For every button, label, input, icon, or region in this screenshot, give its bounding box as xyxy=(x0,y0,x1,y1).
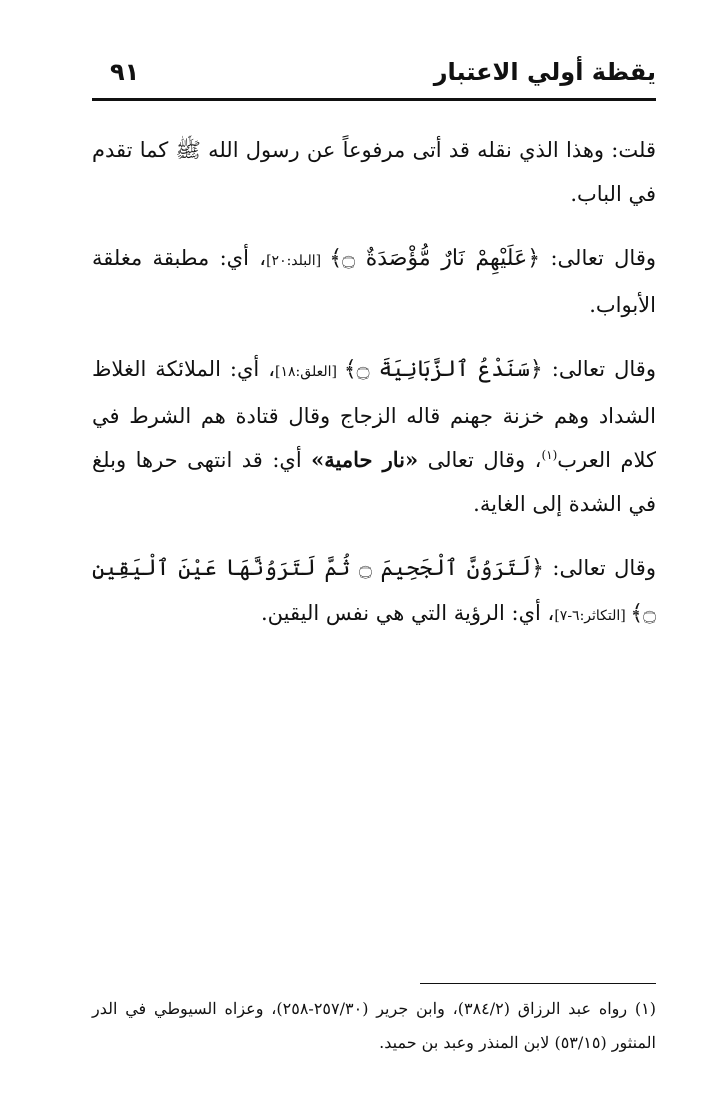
paragraph-3-intro: وقال تعالى: xyxy=(542,357,656,381)
page-number: ٩١ xyxy=(110,58,140,86)
paragraph-2-intro: وقال تعالى: xyxy=(540,246,657,270)
paragraph-3-rest-3: أي: قد انتهى حرها وبلغ في الشدة إلى الغاية. xyxy=(92,448,656,516)
paragraph-3-rest: ، أي: الملائكة الغلاظ الشداد وهم خزنة جهنم قاله الزجاج وقال قتادة هم الشرط في كلام العرب xyxy=(92,357,657,472)
quran-verse: ﴿عَلَيْهِمْ نَارٌ مُّؤْصَدَةٌ ۝﴾ xyxy=(329,246,541,271)
verse-reference: [التكاثر:٦-٧] xyxy=(554,608,631,624)
paragraph-1 xyxy=(92,128,656,216)
footnote: (١) رواه عبد الرزاق (٣٨٤/٢)، وابن جرير (٢٥٧/٣٠-٢٥٨)، وعزاه السيوطي في الدر المنثور (٥٣/١٥) لابن المنذر وعبد بن حميد. xyxy=(92,999,656,1052)
footnote-divider xyxy=(420,983,656,984)
paragraph-4-intro: وقال تعالى: xyxy=(543,556,656,580)
quoted-phrase: «نار حامية» xyxy=(311,447,419,472)
paragraph-2 xyxy=(92,236,656,327)
running-title: يقظة أولي الاعتبار xyxy=(433,58,656,86)
quran-verse: ﴿لَتَرَوُنَّ ٱلْجَحِيمَ ۝ ثُمَّ لَتَرَوُنَّهَا عَيْنَ ٱلْيَقِينِ ۝﴾ xyxy=(92,556,656,626)
verse-reference: [البلد:٢٠] xyxy=(266,253,330,269)
page-header xyxy=(92,56,656,101)
verse-reference: [العلق:١٨] xyxy=(275,364,344,380)
footnote-marker[interactable]: (١) xyxy=(541,448,558,462)
quran-verse: ﴿سَنَدْعُ ٱلزَّبَانِيَةَ ۝﴾ xyxy=(343,357,543,382)
paragraph-4-rest: ، أي: الرؤية التي هي نفس اليقين. xyxy=(260,601,555,625)
body-text xyxy=(92,128,656,658)
paragraph-1-text: قلت: وهذا الذي نقله قد أتى مرفوعاً عن رسول الله ﷺ كما تقدم في الباب. xyxy=(92,138,656,206)
paragraph-2-rest: ، أي: مطبقة مغلقة الأبواب. xyxy=(92,246,656,317)
paragraph-3 xyxy=(92,347,656,526)
paragraph-3-rest-2: ، وقال تعالى xyxy=(418,448,542,472)
paragraph-4 xyxy=(92,546,656,638)
